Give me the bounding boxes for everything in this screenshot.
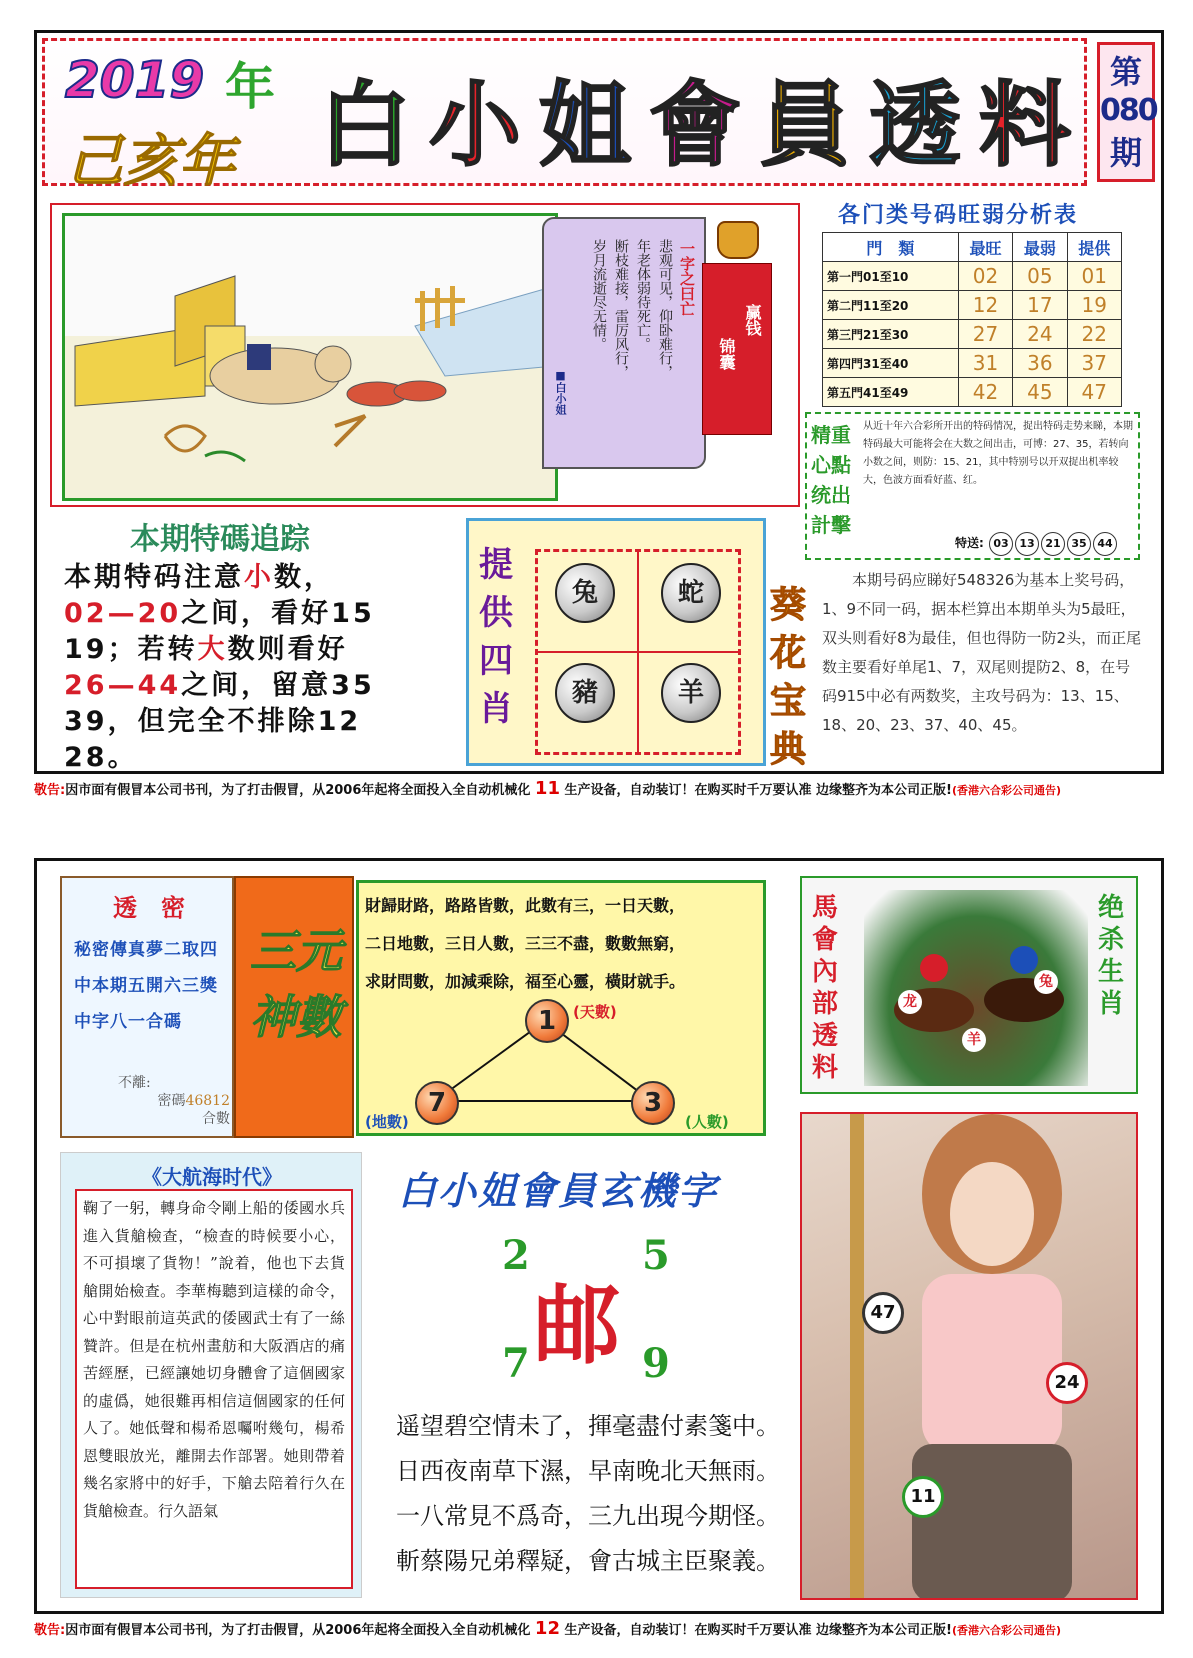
analysis-header-cell: 門 類 bbox=[823, 233, 959, 262]
scroll-title: 一字之曰亡 bbox=[678, 241, 696, 316]
tracking-title: 本期特碼追踪 bbox=[130, 522, 310, 557]
secret-foot-1: 不離: bbox=[118, 1075, 151, 1091]
analysis-value-cell: 22 bbox=[1067, 320, 1121, 349]
tracking-segment: 本期特码注意 bbox=[64, 562, 244, 593]
four-zodiac-label: 提供四肖 bbox=[479, 545, 513, 729]
issue-number: 080 bbox=[1100, 93, 1157, 128]
analysis-header-cell: 提供 bbox=[1067, 233, 1121, 262]
mystic-number-bottom-right: 9 bbox=[642, 1340, 670, 1387]
photo-box bbox=[800, 1112, 1138, 1600]
analysis-value-cell: 37 bbox=[1067, 349, 1121, 378]
header-title-char: 白 bbox=[318, 72, 411, 179]
bag-banner bbox=[702, 263, 772, 435]
header-title-char: 會 bbox=[648, 72, 741, 179]
secret-foot bbox=[102, 1074, 230, 1128]
tracking-segment: 数则看好 bbox=[227, 634, 348, 665]
strategy-text: 从近十年六合彩所开出的特码情况，捉出特码走势来睇，本期特码最大可能将会在大数之间出击，可博：27、35，若转向小数之间，则防：15、21，其中特别号以开双捉出机率较大，色波方面看好蓝、红。 bbox=[863, 421, 1133, 486]
analysis-table-header bbox=[823, 233, 1122, 262]
sanyuan-poem-line: 財歸財路，路路皆數，此數有三，一日天數， bbox=[365, 896, 686, 915]
issue-suffix: 期 bbox=[1109, 134, 1142, 172]
notice-1-text-b: 生产设备，自动装订！在购买时千万要认准 边缘整齐为本公司正版! bbox=[564, 783, 952, 798]
header-banner bbox=[42, 38, 1087, 194]
strategy-send bbox=[955, 532, 1118, 556]
secret-text: 秘密傳真夢二取四中本期五開六三獎中字八一合碼 bbox=[74, 940, 218, 1032]
sunflower-text: 本期号码应睇好548326为基本上奖号码，1、9不同一码，据本栏算出本期单头为5最旺，双头则看好8为最佳，但也得防一防2头，而正尾数主要看好单尾1、7，双尾则提防2、8，在号码915中必有两数奖，主攻号码为：13、15、18、20、23、37、40、45。 bbox=[822, 571, 1142, 734]
mystic-number-top-left: 2 bbox=[502, 1232, 530, 1279]
secret-foot-2: 密碼 bbox=[157, 1093, 186, 1109]
analysis-value-cell: 17 bbox=[1013, 291, 1067, 320]
sanyuan-poem-line: 求財問數，加減乘除，福至心靈，橫財就手。 bbox=[365, 972, 686, 991]
photo-ball-1: 47 bbox=[862, 1292, 904, 1334]
mystic-number-bottom-left: 7 bbox=[502, 1340, 530, 1387]
analysis-header-cell: 最旺 bbox=[958, 233, 1012, 262]
analysis-value-cell: 05 bbox=[1013, 262, 1067, 291]
analysis-row-label: 第一門01至10 bbox=[823, 262, 959, 291]
send-number-ball: 44 bbox=[1093, 532, 1117, 556]
tracking-segment: 大 bbox=[197, 634, 228, 665]
mystic-poem-line: 日西夜南草下濕，早南晚北天無雨。 bbox=[396, 1457, 780, 1485]
scroll-signature: ■白小姐 bbox=[554, 369, 567, 415]
cartoon-picture bbox=[62, 213, 558, 501]
analysis-value-cell: 42 bbox=[958, 378, 1012, 407]
sanyuan-label-box bbox=[234, 876, 354, 1138]
notice-1-source: (香港六合彩公司通告) bbox=[951, 784, 1062, 797]
story-box bbox=[60, 1152, 362, 1598]
scroll-poem-line: 岁月流逝尽无情。 bbox=[591, 239, 607, 351]
analysis-value-cell: 02 bbox=[958, 262, 1012, 291]
analysis-row bbox=[823, 291, 1122, 320]
tracking-text bbox=[64, 560, 464, 776]
send-number-ball: 03 bbox=[989, 532, 1013, 556]
tracking-line bbox=[64, 596, 464, 632]
triangle-top-ball: 1 bbox=[525, 999, 569, 1043]
analysis-value-cell: 27 bbox=[958, 320, 1012, 349]
horse-tag-dragon: 龙 bbox=[898, 990, 922, 1014]
analysis-row bbox=[823, 320, 1122, 349]
strategy-box bbox=[805, 412, 1140, 560]
mystic-character: 邮 bbox=[534, 1275, 620, 1376]
four-zodiac-box bbox=[466, 518, 766, 766]
tracking-segment: 02—20 bbox=[64, 598, 182, 629]
tracking-line bbox=[64, 740, 464, 776]
analysis-row-label: 第四門31至40 bbox=[823, 349, 959, 378]
analysis-value-cell: 45 bbox=[1013, 378, 1067, 407]
analysis-row bbox=[823, 349, 1122, 378]
photo-ball-3: 11 bbox=[902, 1476, 944, 1518]
sunflower-label: 葵花宝典 bbox=[770, 585, 807, 770]
analysis-table bbox=[822, 232, 1122, 407]
tracking-segment: 数， bbox=[274, 562, 334, 593]
scroll-poem-line: 悲观可见，仰卧难行， bbox=[657, 239, 673, 379]
zodiac-rabbit: 兔 bbox=[555, 563, 615, 623]
notice-2-text-b: 生产设备，自动装订！在购买时千万要认准 边缘整齐为本公司正版! bbox=[564, 1623, 952, 1638]
notice-1-page: 11 bbox=[534, 778, 560, 799]
analysis-value-cell: 36 bbox=[1013, 349, 1067, 378]
tracking-segment: 之间，看好15 bbox=[181, 598, 375, 629]
notice-1-text-a: 因市面有假冒本公司书刊，为了打击假冒，从2006年起将全面投入全自动机械化 bbox=[65, 783, 531, 798]
analysis-title: 各门类号码旺弱分析表 bbox=[838, 202, 1079, 228]
header-title bbox=[310, 59, 1080, 177]
photo-ball-2: 24 bbox=[1046, 1362, 1088, 1404]
send-number-ball: 35 bbox=[1067, 532, 1091, 556]
header-year: 2019 bbox=[65, 51, 205, 109]
secret-foot-3: 合數 bbox=[202, 1111, 230, 1127]
secret-box bbox=[60, 876, 234, 1138]
mystic-poem-line: 一八常見不爲奇，三九出現今期怪。 bbox=[396, 1502, 780, 1530]
header-year-char: 年 bbox=[225, 58, 275, 116]
story-title: 《大航海时代》 bbox=[142, 1165, 282, 1189]
sanyuan-poem-line: 二日地數，三日人數，三三不盡，數數無窮， bbox=[365, 934, 686, 953]
issue-box bbox=[1097, 42, 1155, 182]
analysis-value-cell: 01 bbox=[1067, 262, 1121, 291]
analysis-row-label: 第二門11至20 bbox=[823, 291, 959, 320]
triangle-left-ball: 7 bbox=[415, 1081, 459, 1125]
analysis-row bbox=[823, 378, 1122, 407]
triangle-top-label: (天數) bbox=[573, 1003, 617, 1021]
triangle-left-label: (地數) bbox=[365, 1113, 409, 1131]
tracking-line bbox=[64, 560, 464, 596]
money-bag-icon bbox=[717, 221, 759, 259]
scroll-poem-line: 断枝难接，雷厉风行， bbox=[613, 239, 629, 379]
strategy-send-numbers bbox=[988, 536, 1118, 550]
notice-2-prefix: 敬告: bbox=[34, 1623, 66, 1638]
send-number-ball: 13 bbox=[1015, 532, 1039, 556]
tracking-segment: 之间，留意35 bbox=[181, 670, 375, 701]
goat-cartoon-illustration bbox=[65, 216, 555, 498]
tracking-segment: 19；若转 bbox=[64, 634, 198, 665]
poem-scroll bbox=[542, 217, 706, 469]
notice-2-page: 12 bbox=[534, 1618, 560, 1639]
horse-label-left: 馬會內部透料 bbox=[812, 893, 839, 1083]
analysis-value-cell: 31 bbox=[958, 349, 1012, 378]
strategy-send-label: 特送: bbox=[955, 536, 984, 550]
notice-bar-1 bbox=[34, 778, 1164, 799]
triangle-right-ball: 3 bbox=[631, 1081, 675, 1125]
analysis-value-cell: 12 bbox=[958, 291, 1012, 320]
analysis-row-label: 第五門41至49 bbox=[823, 378, 959, 407]
notice-1-prefix: 敬告: bbox=[34, 783, 66, 798]
bag-label-1: 赢钱 bbox=[743, 304, 762, 336]
header-title-char: 小 bbox=[428, 72, 521, 179]
bag-label-2: 锦囊 bbox=[717, 338, 736, 370]
tracking-line bbox=[64, 668, 464, 704]
header-title-char: 姐 bbox=[538, 72, 631, 179]
triangle-right-label: (人數) bbox=[685, 1113, 729, 1131]
analysis-value-cell: 47 bbox=[1067, 378, 1121, 407]
header-ganzhi: 己亥年 bbox=[67, 129, 235, 194]
header-title-char: 料 bbox=[978, 72, 1071, 179]
horse-label-right: 绝杀生肖 bbox=[1098, 893, 1125, 1019]
horse-box bbox=[800, 876, 1138, 1094]
scroll-poem bbox=[588, 239, 676, 439]
cartoon-frame bbox=[50, 203, 800, 507]
secret-title: 透 密 bbox=[113, 894, 185, 922]
zodiac-goat: 羊 bbox=[661, 663, 721, 723]
mystic-poem bbox=[396, 1404, 780, 1584]
mystic-number-top-right: 5 bbox=[642, 1232, 670, 1279]
notice-2-source: (香港六合彩公司通告) bbox=[951, 1624, 1062, 1637]
issue-prefix: 第 bbox=[1109, 53, 1142, 91]
analysis-value-cell: 24 bbox=[1013, 320, 1067, 349]
send-number-ball: 21 bbox=[1041, 532, 1065, 556]
sanyuan-label: 三元神數 bbox=[250, 924, 342, 1044]
zodiac-pig: 豬 bbox=[555, 663, 615, 723]
analysis-header-cell: 最弱 bbox=[1013, 233, 1067, 262]
analysis-value-cell: 19 bbox=[1067, 291, 1121, 320]
tracking-segment: 39，但完全不排除12 bbox=[64, 706, 362, 737]
notice-bar-2 bbox=[34, 1618, 1164, 1639]
sanyuan-box bbox=[356, 880, 766, 1136]
horse-tag-goat: 羊 bbox=[962, 1028, 986, 1052]
tracking-segment: 28。 bbox=[64, 742, 138, 773]
strategy-side-label: 精重心點统出計擊 bbox=[811, 423, 851, 537]
analysis-row-label: 第三門21至30 bbox=[823, 320, 959, 349]
tracking-line bbox=[64, 704, 464, 740]
tracking-segment: 小 bbox=[244, 562, 274, 593]
tracking-segment: 26—44 bbox=[64, 670, 182, 701]
secret-foot-number: 46812 bbox=[185, 1093, 230, 1109]
girl-photo bbox=[802, 1114, 1138, 1600]
notice-2-text-a: 因市面有假冒本公司书刊，为了打击假冒，从2006年起将全面投入全自动机械化 bbox=[65, 1623, 531, 1638]
zodiac-snake: 蛇 bbox=[661, 563, 721, 623]
analysis-row bbox=[823, 262, 1122, 291]
horse-tag-rabbit: 兔 bbox=[1034, 970, 1058, 994]
mystic-poem-line: 遥望碧空情未了，揮毫盡付素箋中。 bbox=[396, 1412, 780, 1440]
header-title-char: 員 bbox=[758, 72, 851, 179]
horse-photo bbox=[864, 890, 1088, 1086]
story-text: 鞠了一躬，轉身命令剛上船的倭國水兵進入貨艙檢查，“檢查的時候要小心，不可損壞了貨物！”說着，他也下去貨艙開始檢查。李華梅聽到這樣的命令，心中對眼前這英武的倭國武士有了一絲贊許。但是在杭州畫舫和大阪酒店的痛苦經歷，已經讓她切身體會了這個國家的虛僞，她很難再相信這個國家的任何人了。她低聲和楊希恩囑咐幾句，楊希恩雙眼放光，離開去作部署。她則帶着幾名家將中的好手，下艙去陪着行久在貨艙檢查。行久語氣 bbox=[83, 1199, 345, 1520]
mystic-title: 白小姐會員玄機字 bbox=[398, 1168, 719, 1213]
tracking-line bbox=[64, 632, 464, 668]
mystic-poem-line: 斬蔡陽兄弟釋疑，會古城主臣聚義。 bbox=[396, 1547, 780, 1575]
header-title-char: 透 bbox=[868, 72, 961, 179]
story-text-frame bbox=[75, 1189, 353, 1589]
scroll-poem-line: 年老体弱待死亡。 bbox=[635, 239, 651, 351]
